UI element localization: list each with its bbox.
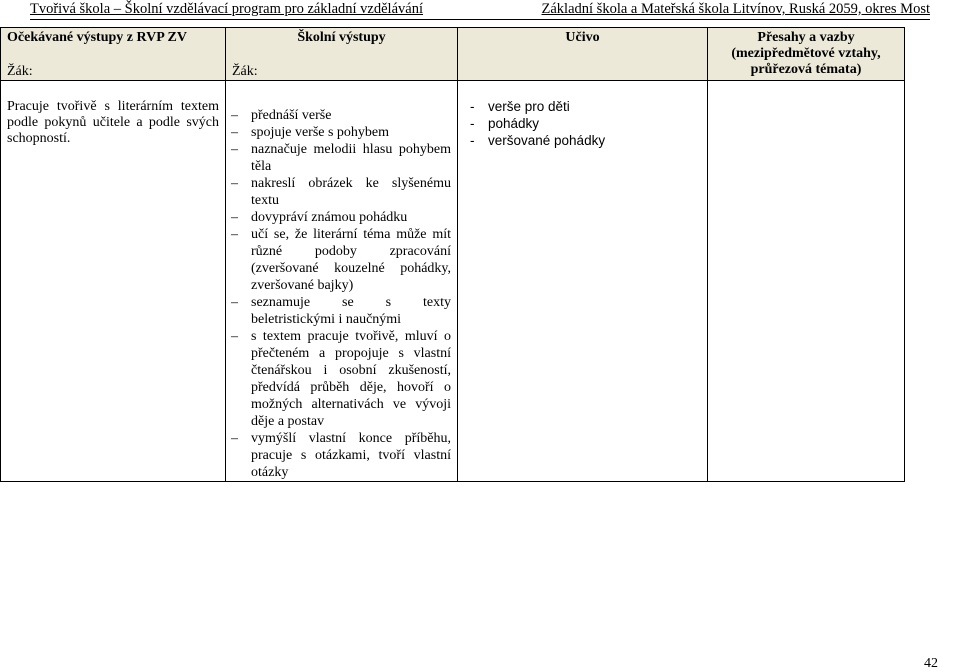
list-item: – učí se, že literární téma může mít různé podoby zpracování (zveršované kouzelné pohádky, zveršované bajky) [251,226,451,294]
header-cell-school-outputs [226,28,458,81]
rvp-output-text: Pracuje tvořivě s literárním textem podle pokynů učitele a podle svých schopností. [7,99,219,146]
cell-links [708,81,905,482]
list-item: - verše pro děti [470,98,701,115]
cell-rvp-output [1,81,226,482]
column-subtitle-rvp: Žák: [7,64,33,79]
list-item: – přednáší verše [251,107,451,124]
column-title-links-line2: (mezipředmětové vztahy, [731,46,881,61]
header-program-title: Tvořivá škola – Školní vzdělávací program pro základní vzdělávání [30,1,423,17]
cell-content [458,81,708,482]
column-title-links-line3: průřezová témata) [750,62,862,77]
header-cell-links [708,28,905,81]
curriculum-table [0,27,905,482]
column-title-content: Učivo [565,30,600,45]
list-item: - veršované pohádky [470,132,701,149]
column-title-rvp: Očekávané výstupy z RVP ZV [7,30,187,45]
table-header-row [1,28,905,81]
list-item: – dovypráví známou pohádku [251,209,451,226]
content-list [458,81,707,149]
table-body-row [1,81,905,482]
page-header [30,0,930,20]
list-item: – vymýšlí vlastní konce příběhu, pracuje s otázkami, tvoří vlastní otázky [251,430,451,481]
header-school-name: Základní škola a Mateřská škola Litvínov, Ruská 2059, okres Most [541,1,930,17]
list-item: – seznamuje se s texty beletristickými i naučnými [251,294,451,328]
page-number: 42 [924,656,938,671]
list-item: – spojuje verše s pohybem [251,124,451,141]
column-title-links-line1: Přesahy a vazby [757,30,855,45]
column-subtitle-school-outputs: Žák: [232,64,258,79]
school-outputs-list [226,81,457,481]
column-title-school-outputs: Školní výstupy [297,30,386,45]
header-cell-content [458,28,708,81]
list-item: - pohádky [470,115,701,132]
header-cell-rvp [1,28,226,81]
list-item: – s textem pracuje tvořivě, mluví o přečteném a propojuje s vlastní čtenářskou i osobní zkušeností, předvídá průběh děje, hovoří o možných alternativách ve vývoji děje a postav [251,328,451,430]
list-item: – nakreslí obrázek ke slyšenému textu [251,175,451,209]
cell-school-outputs [226,81,458,482]
list-item: – naznačuje melodii hlasu pohybem těla [251,141,451,175]
